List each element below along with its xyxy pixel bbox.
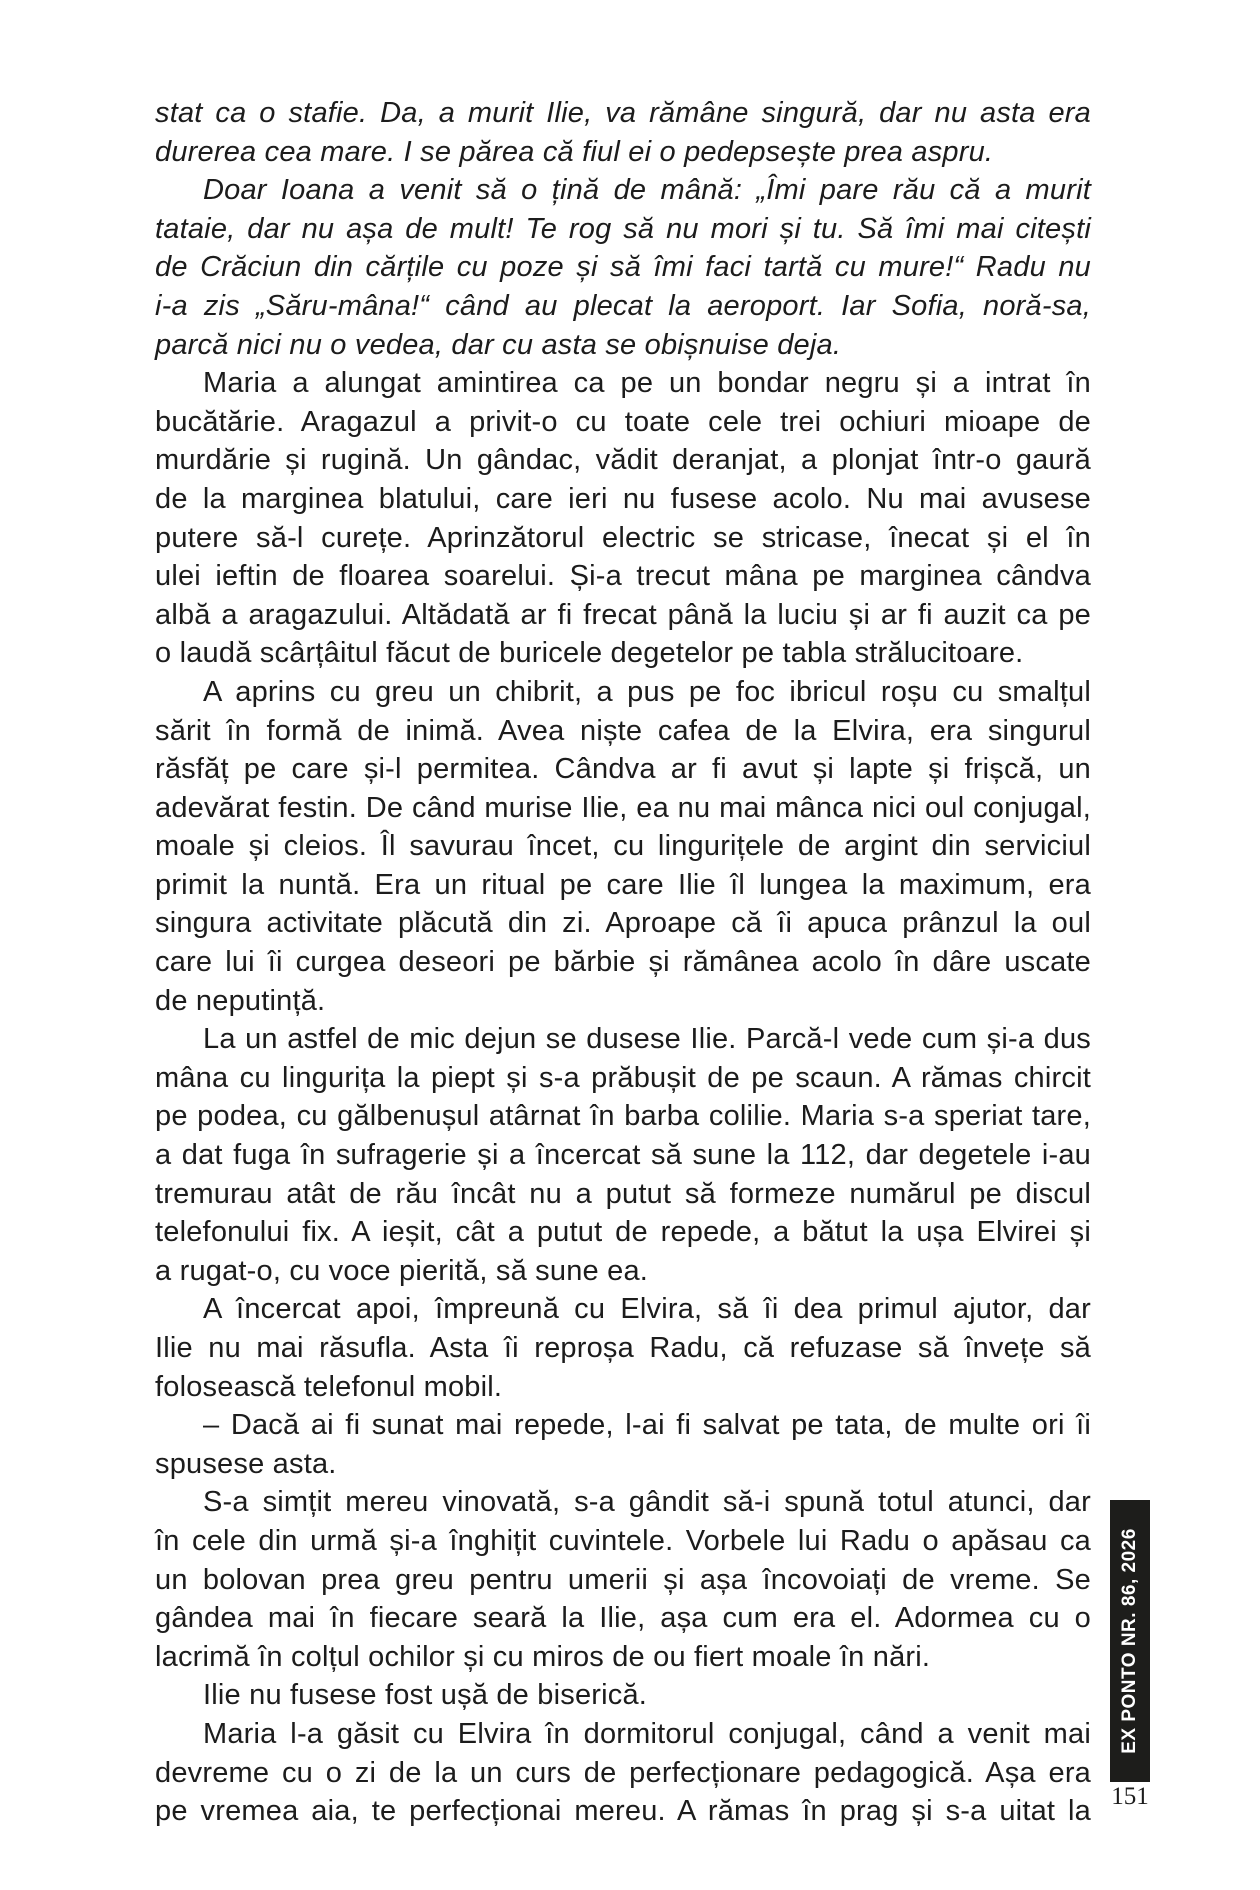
text-line: i-a zis „Săru-mâna!“ când au plecat la aeroport. Iar Sofia, noră-sa, xyxy=(155,289,1091,322)
paragraph xyxy=(155,364,1091,673)
text-line: în cele din urmă și-a înghițit cuvintele. Vorbele lui Radu o apăsau ca xyxy=(155,1524,1091,1557)
text-line: S-a simțit mereu vinovată, s-a gândit să-i spună totul atunci, dar xyxy=(203,1486,1091,1519)
text-line: durerea cea mare. I se părea că fiul ei o pedepsește prea aspru. xyxy=(155,135,994,168)
text-line: care lui îi curgea deseori pe bărbie și rămânea acolo în dâre uscate xyxy=(155,946,1091,979)
text-line: a rugat-o, cu voce pierită, să sune ea. xyxy=(155,1254,649,1287)
text-line: adevărat festin. De când murise Ilie, ea nu mai mânca nici oul conjugal, xyxy=(155,791,1091,824)
text-line: Maria a alungat amintirea ca pe un bondar negru și a intrat în xyxy=(203,367,1091,400)
text-line: de neputință. xyxy=(155,984,326,1017)
paragraph xyxy=(155,673,1091,1020)
text-line: o laudă scârțâitul făcut de buricele degetelor pe tabla strălucitoare. xyxy=(155,637,1024,670)
text-line: pe podea, cu gălbenușul atârnat în barba colilie. Maria s-a speriat tare, xyxy=(155,1100,1091,1133)
text-line: Maria l-a găsit cu Elvira în dormitorul conjugal, când a venit mai xyxy=(203,1717,1091,1750)
text-line: pe vremea aia, te perfecționai mereu. A rămas în prag și s-a uitat la xyxy=(155,1795,1091,1828)
text-line: primit la nuntă. Era un ritual pe care Ilie îl lungea la maximum, era xyxy=(155,868,1091,901)
text-line: putere să-l curețe. Aprinzătorul electric se stricase, înecat și el în xyxy=(155,521,1091,554)
text-line: moale și cleios. Îl savurau încet, cu lingurițele de argint din serviciul xyxy=(155,830,1091,863)
text-line: sărit în formă de inimă. Avea niște cafea de la Elvira, era singurul xyxy=(155,714,1091,747)
text-line: spusese asta. xyxy=(155,1447,337,1480)
text-line: Ilie nu fusese fost ușă de biserică. xyxy=(203,1679,648,1712)
text-line: de Crăciun din cărțile cu poze și să îmi faci tartă cu mure!“ Radu nu xyxy=(155,251,1091,284)
text-line: A aprins cu greu un chibrit, a pus pe foc ibricul roșu cu smalțul xyxy=(203,675,1091,708)
text-line: răsfăț pe care și-l permitea. Cândva ar fi avut și lapte și frișcă, un xyxy=(155,753,1091,786)
text-line: tremurau atât de rău încât nu a putut să formeze numărul pe discul xyxy=(155,1177,1091,1210)
text-line: tataie, dar nu așa de mult! Te rog să nu mori și tu. Să îmi mai citești xyxy=(155,212,1091,245)
text-line: devreme cu o zi de la un curs de perfecționare pedagogică. Așa era xyxy=(155,1756,1091,1789)
text-line: lacrimă în colțul ochilor și cu miros de ou fiert moale în nări. xyxy=(155,1640,931,1673)
text-line: stat ca o stafie. Da, a murit Ilie, va rămâne singură, dar nu asta era xyxy=(155,97,1091,129)
text-line: – Dacă ai fi sunat mai repede, l-ai fi salvat pe tata, de multe ori îi xyxy=(203,1409,1091,1442)
story-text xyxy=(155,94,1091,1831)
text-line: a dat fuga în sufragerie și a încercat să sune la 112, dar degetele i-au xyxy=(155,1139,1091,1172)
paragraph xyxy=(155,1676,1091,1715)
text-line: ulei ieftin de floarea soarelui. Și-a trecut mâna pe marginea cândva xyxy=(155,560,1091,593)
text-line: La un astfel de mic dejun se dusese Ilie. Parcă-l vede cum și-a dus xyxy=(203,1023,1091,1056)
paragraph xyxy=(155,1406,1091,1483)
page-number: 151 xyxy=(1111,1783,1149,1810)
text-line: un bolovan prea greu pentru umerii și așa încovoiați de vreme. Se xyxy=(155,1563,1091,1596)
text-line: albă a aragazului. Altădată ar fi frecat până la luciu și ar fi auzit ca pe xyxy=(155,598,1091,631)
paragraph xyxy=(155,1020,1091,1290)
text-line: mâna cu lingurița la piept și s-a prăbușit de pe scaun. A rămas chircit xyxy=(155,1061,1091,1094)
paragraph xyxy=(155,171,1091,364)
text-line: de la marginea blatului, care ieri nu fusese acolo. Nu mai avusese xyxy=(155,482,1091,515)
text-line: Doar Ioana a venit să o țină de mână: „Îmi pare rău că a murit xyxy=(203,174,1091,207)
journal-banner-label: EX PONTO NR. 86, 2026 xyxy=(1119,1528,1140,1754)
text-line: murdărie și rugină. Un gândac, vădit deranjat, a plonjat într-o gaură xyxy=(155,444,1091,477)
paragraph xyxy=(155,1290,1091,1406)
text-line: Ilie nu mai răsufla. Asta îi reproșa Radu, că refuzase să învețe să xyxy=(155,1332,1091,1364)
paragraph xyxy=(155,94,1091,171)
text-line: A încercat apoi, împreună cu Elvira, să îi dea primul ajutor, dar xyxy=(203,1293,1091,1326)
paragraph xyxy=(155,1483,1091,1676)
text-line: parcă nici nu o vedea, dar cu asta se obișnuise deja. xyxy=(155,328,842,361)
paragraph xyxy=(155,1715,1091,1831)
text-line: folosească telefonul mobil. xyxy=(155,1370,503,1403)
text-line: gândea mai în fiecare seară la Ilie, așa cum era el. Adormea cu o xyxy=(155,1602,1091,1635)
text-line: singura activitate plăcută din zi. Aproape că îi apuca prânzul la oul xyxy=(155,907,1091,940)
text-line: telefonului fix. A ieșit, cât a putut de repede, a bătut la ușa Elvirei și xyxy=(155,1216,1091,1249)
journal-banner xyxy=(1110,1500,1150,1782)
text-line: bucătărie. Aragazul a privit-o cu toate cele trei ochiuri mioape de xyxy=(155,405,1091,438)
